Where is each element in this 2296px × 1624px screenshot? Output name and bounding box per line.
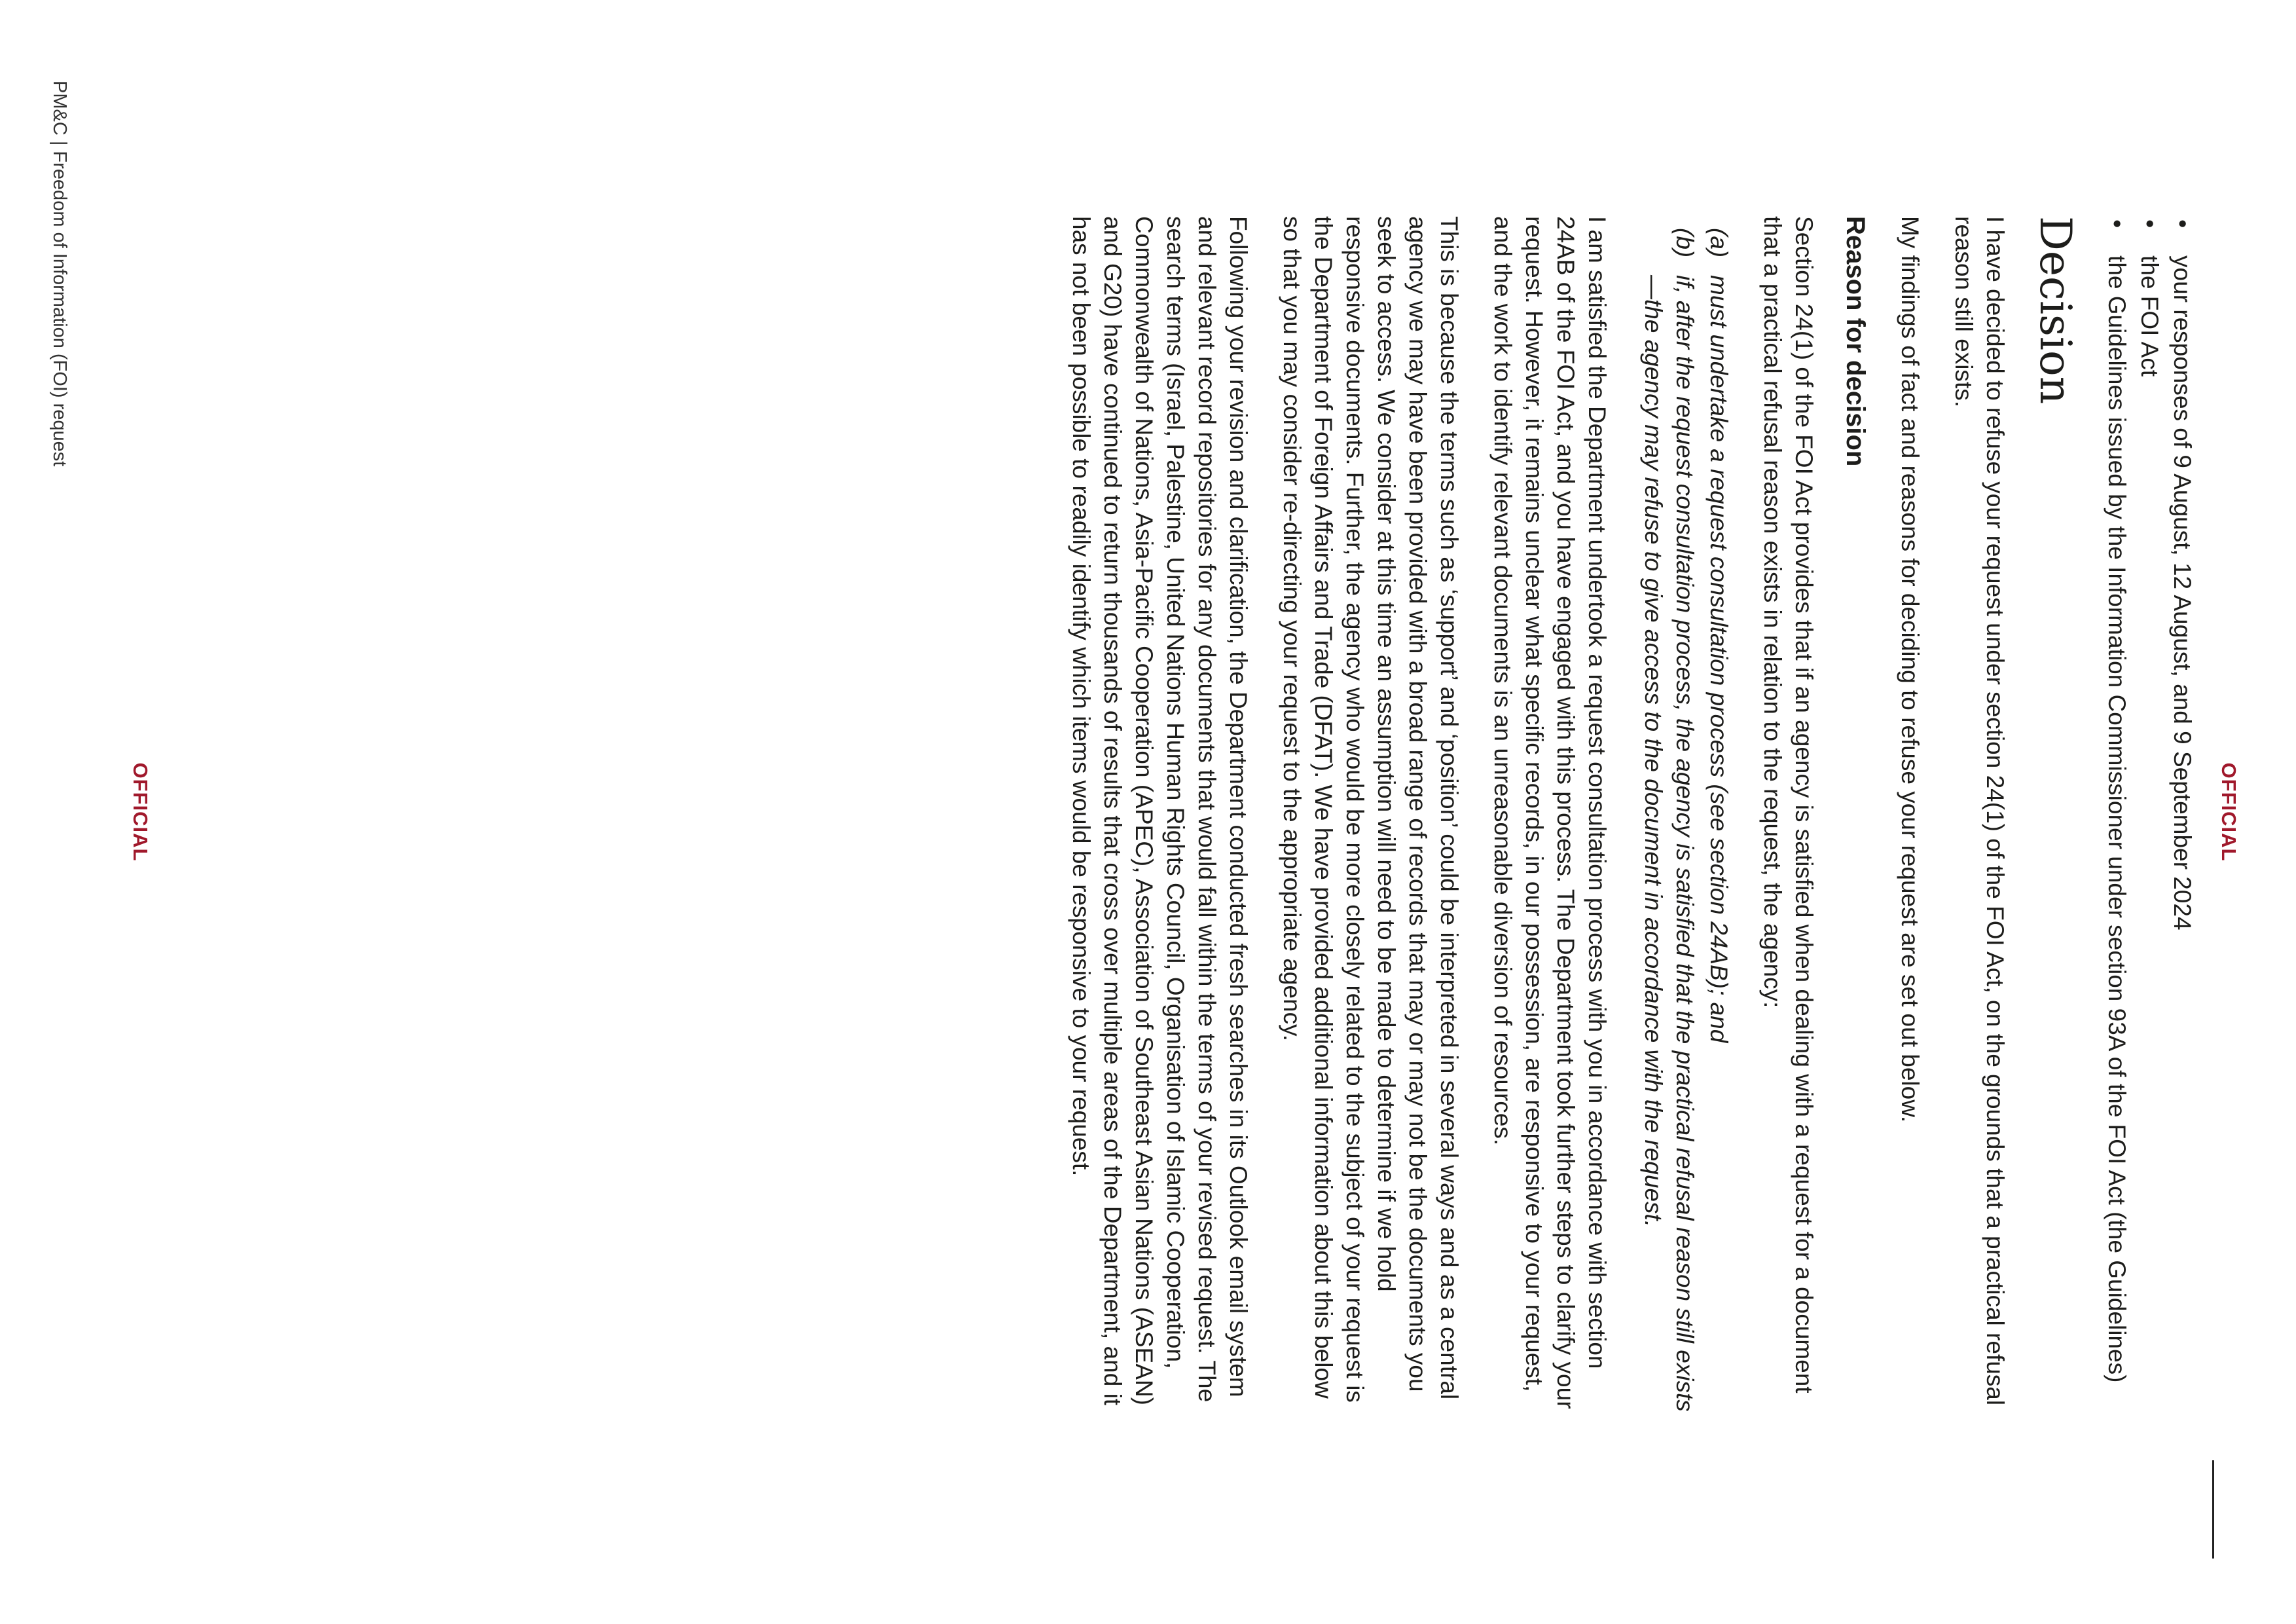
terms-paragraph: This is because the terms such as ‘support’ and ‘position’ could be interpreted in several ways and as a central agency we may have been provided with a broad range of records that may or may not be the documents you seek to access. We consider at this time an assumption will need to be made to determine if we hold responsive documents. Further, the agency who would be more closely related to the subject of your request is the Department of Foreign Affairs and Trade (DFAT). We have provided additional information about this below so that you may consider re-directing your request to the appropriate agency. [1279, 216, 1463, 1403]
clause-label: (b) [1671, 228, 1698, 258]
decision-heading: Decision [2030, 216, 2081, 405]
considered-materials-list [2101, 216, 2198, 1414]
document-body [1043, 216, 2198, 1414]
clause-label: (a) [1705, 228, 1732, 258]
list-item: • the FOI Act [2134, 216, 2165, 1414]
page-footer: PM&C | Freedom of Information (FOI) request [49, 81, 70, 467]
list-item: • your responses of 9 August, 12 August, and 9 September 2024 [2166, 216, 2198, 1414]
clause-item [1703, 216, 1734, 1414]
searches-paragraph: Following your revision and clarification, the Department conducted fresh searches in its Outlook email system and relevant record repositories for any documents that would fall within the terms of your revised request. The search terms (Israel, Palestine, United Nations Human Rights Council, Organisation of Islamic Cooperation, Commonwealth of Nations, Asia-Pacific Cooperation (APEC), Association of Southeast Asian Nations (ASEAN) and G20) have continued to return thousands of results that cross over multiple areas of the Department, and it has not been possible to readily identify which items would be responsive to your request. [1068, 216, 1252, 1406]
decision-paragraph: I have decided to refuse your request under section 24(1) of the FOI Act, on the grounds that a practical refusal reason still exists. [1950, 216, 2009, 1406]
consultation-paragraph: I am satisfied the Department undertook a request consultation process with you in accordance with section 24AB of the FOI Act, and you have engaged with this process. The Department took further steps to clarify your request. However, it remains unclear what specific records, in our possession, are responsive to your request, and the work to identify relevant documents is an unreasonable diversion of resources. [1489, 216, 1611, 1409]
margin-rule [2212, 1460, 2214, 1559]
clause-list [1637, 216, 1734, 1414]
clause-text: must undertake a request consultation process (see section 24AB); and [1705, 275, 1732, 1043]
bullet-icon: • [2136, 219, 2163, 229]
bullet-icon: • [2103, 219, 2130, 229]
list-item: • the Guidelines issued by the Information Commissioner under section 93A of the FOI Act (the Guidelines) [2101, 216, 2132, 1414]
reason-heading: Reason for decision [1841, 216, 1870, 467]
security-marking-top: OFFICIAL [2217, 762, 2240, 862]
bullet-icon: • [2168, 219, 2196, 229]
security-marking-bottom: OFFICIAL [129, 762, 152, 862]
findings-paragraph: My findings of fact and reasons for deciding to refuse your request are set out below. [1897, 216, 1923, 1123]
clause-text: if, after the request consultation process, the agency is satisfied that the practical refusal reason still exists—the agency may refuse to give access to the document in accordance with the request. [1640, 275, 1698, 1412]
section-24-paragraph: Section 24(1) of the FOI Act provides that if an agency is satisfied when dealing with a request for a document that a practical refusal reason exists in relation to the request, the agency: [1759, 216, 1817, 1393]
clause-item [1637, 216, 1700, 1414]
